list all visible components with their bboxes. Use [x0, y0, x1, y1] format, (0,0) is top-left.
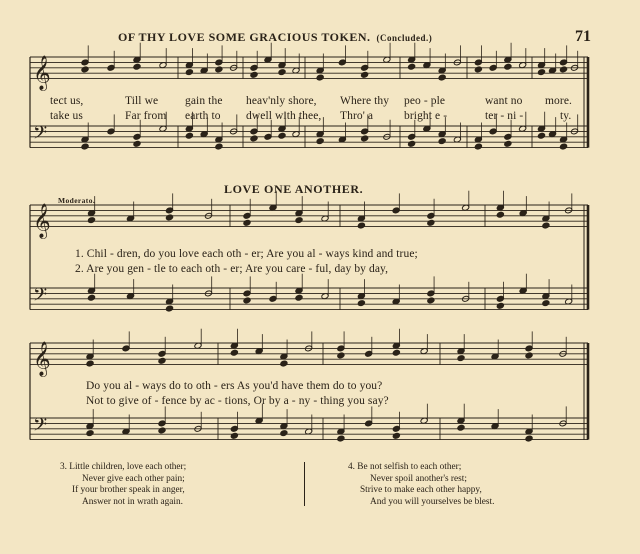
- note-head: [542, 222, 550, 229]
- note-head: [215, 143, 223, 150]
- note-head: [408, 63, 416, 70]
- note-head: [525, 435, 533, 442]
- hymn2-verse-1-line-1: 1. Chil - dren, do you love each oth - er; Are you al - ways kind and true;: [75, 248, 418, 260]
- hymn2-title: LOVE ONE ANOTHER.: [224, 182, 364, 196]
- note-head: [559, 143, 567, 150]
- note-head: [165, 305, 173, 312]
- note-head: [427, 297, 435, 304]
- note-head: [86, 360, 94, 367]
- lyric-syllable: Thro' a: [340, 110, 374, 122]
- tempo-marking: Moderato.: [58, 196, 96, 205]
- note-head: [316, 74, 324, 81]
- note-head: [474, 66, 482, 73]
- stanza-line: Answer not in wrath again.: [82, 496, 183, 507]
- note-head: [427, 219, 435, 226]
- note-head: [185, 132, 193, 139]
- stanza-3: [60, 462, 186, 508]
- note-head: [295, 217, 303, 224]
- note-head: [230, 432, 238, 439]
- note-head: [280, 430, 288, 437]
- lyric-syllable: Till we: [125, 95, 159, 107]
- note-head: [278, 69, 286, 76]
- lyric-syllable: tect us,: [50, 95, 84, 107]
- note-head: [525, 352, 533, 359]
- note-head: [438, 138, 446, 145]
- bass-clef: 𝄢: [33, 415, 48, 441]
- note-head: [438, 74, 446, 81]
- hymn2-verse-2-line-1: 2. Are you gen - tle to each oth - er; Are you care - ful, day by day,: [75, 263, 389, 275]
- note-head: [392, 349, 400, 356]
- note-head: [295, 294, 303, 301]
- lyric-syllable: more.: [545, 95, 573, 107]
- stanza-line: And you will yourselves be blest.: [370, 496, 495, 507]
- note-head: [81, 66, 89, 73]
- lyric-syllable: earth to: [185, 110, 221, 122]
- lyric-syllable: bright e -: [404, 110, 448, 122]
- note-head: [496, 302, 504, 309]
- note-head: [158, 427, 166, 434]
- note-head: [243, 219, 251, 226]
- note-head: [87, 294, 95, 301]
- note-head: [81, 143, 89, 150]
- note-head: [133, 140, 141, 147]
- note-head: [337, 435, 345, 442]
- running-head-note: (Concluded.): [376, 33, 433, 43]
- note-head: [474, 143, 482, 150]
- lyric-syllable: ter - ni -: [485, 110, 524, 122]
- lyric-syllable: Where thy: [340, 95, 390, 107]
- bass-clef: 𝄢: [33, 285, 48, 311]
- stanza-line: Never give each other pain;: [82, 473, 185, 484]
- note-head: [457, 424, 465, 431]
- note-head: [316, 138, 324, 145]
- lyric-syllable: ty.: [560, 110, 572, 122]
- note-head: [559, 66, 567, 73]
- note-head: [165, 214, 173, 221]
- note-head: [86, 430, 94, 437]
- note-head: [537, 132, 545, 139]
- note-head: [215, 66, 223, 73]
- treble-clef: 𝄞: [33, 203, 51, 239]
- lyric-syllable: dwell with thee,: [246, 110, 322, 122]
- lyric-syllable: Far from: [125, 110, 167, 122]
- page-number: 71: [575, 28, 591, 45]
- note-head: [337, 352, 345, 359]
- stanza-line: 4. Be not selfish to each other;: [348, 462, 462, 472]
- note-head: [243, 297, 251, 304]
- note-head: [133, 63, 141, 70]
- note-head: [250, 71, 258, 78]
- note-head: [185, 69, 193, 76]
- note-head: [230, 349, 238, 356]
- lyric-syllable: want no: [485, 95, 523, 107]
- note-head: [278, 132, 286, 139]
- stanza-divider: [304, 462, 305, 506]
- treble-clef: 𝄞: [33, 341, 51, 377]
- lyric-syllable: peo - ple: [404, 95, 446, 107]
- note-head: [357, 222, 365, 229]
- note-head: [392, 432, 400, 439]
- hymn2-verse-1-line-2: Do you al - ways do to oth - ers As you'd have them do to you?: [86, 380, 383, 392]
- note-head: [250, 135, 258, 142]
- treble-clef: 𝄞: [33, 55, 51, 91]
- note-head: [408, 140, 416, 147]
- bass-clef: 𝄢: [33, 123, 48, 149]
- stanza-4: [348, 462, 494, 508]
- lyric-syllable: heav'nly shore,: [246, 95, 317, 107]
- lyric-syllable: take us: [50, 110, 83, 122]
- note-head: [504, 63, 512, 70]
- note-head: [361, 71, 369, 78]
- stanza-line: Never spoil another's rest;: [370, 473, 467, 484]
- note-head: [537, 69, 545, 76]
- stanza-line: Strive to make each other happy,: [360, 485, 482, 495]
- stanza-line: If your brother speak in anger,: [72, 485, 185, 495]
- running-head-title: OF THY LOVE SOME GRACIOUS TOKEN.: [118, 30, 371, 44]
- hymn2-verse-2-line-2: Not to give of - fence by ac - tions, Or by a - ny - thing you say?: [86, 395, 389, 407]
- note-head: [87, 217, 95, 224]
- note-head: [496, 211, 504, 218]
- note-head: [457, 355, 465, 362]
- note-head: [357, 300, 365, 307]
- note-head: [158, 357, 166, 364]
- note-head: [280, 360, 288, 367]
- note-head: [361, 135, 369, 142]
- note-head: [542, 300, 550, 307]
- stanza-line: 3. Little children, love each other;: [60, 462, 187, 472]
- lyric-syllable: gain the: [185, 95, 223, 107]
- note-head: [504, 140, 512, 147]
